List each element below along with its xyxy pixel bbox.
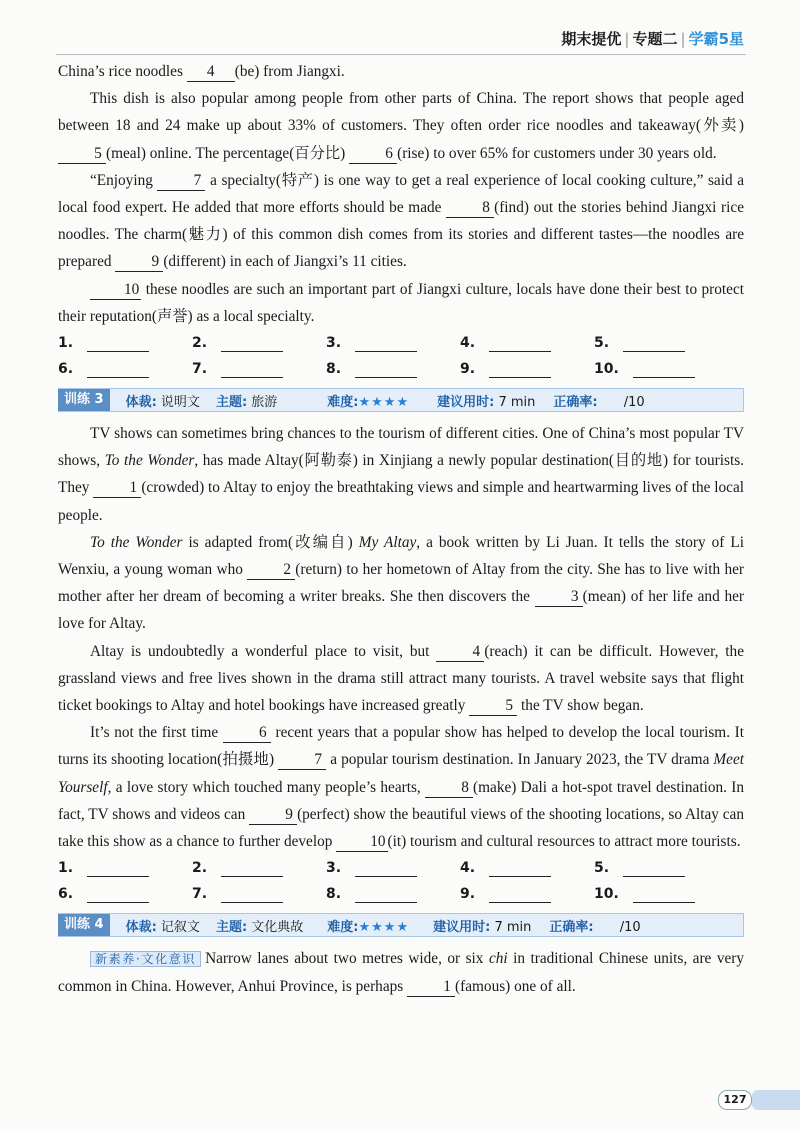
header-part2: 专题二 [632,30,678,48]
answer-line[interactable] [221,335,283,352]
blank[interactable]: 8 [425,779,473,798]
answer-label: 10. [594,886,619,903]
text: (different) in each of Jiangxi’s 11 cities. [163,253,407,271]
difficulty [327,391,409,410]
answer-label: 8. [326,886,342,903]
term-text: chi [488,950,508,968]
topic-value: 文化典故 [251,919,304,935]
answer-line[interactable] [489,860,551,877]
text: in traditional Chinese units, are very common in China. However, Anhui Province, is perhaps [58,950,744,996]
answer-cell [594,886,728,903]
passage-paragraph [58,420,744,529]
answer-line[interactable] [633,886,695,903]
answer-cell [326,361,460,378]
answer-cell [192,860,326,877]
passage-paragraph [58,945,744,1000]
literacy-badge: 新素养·文化意识 [90,951,201,967]
answer-line[interactable] [489,361,551,378]
answer-label: 4. [460,860,476,877]
blank[interactable]: 5 [58,145,106,164]
suggested-time [437,391,535,410]
text: (make) Dali a hot-spot travel destination. In fact, TV shows and videos can [58,778,744,823]
title-text: Meet Yourself [58,751,744,796]
text: , a love story which touched many people’s hearts, [107,778,426,796]
answer-line[interactable] [355,335,417,352]
answer-label: 6. [58,361,74,378]
answer-line[interactable] [623,860,685,877]
passage-paragraph [58,638,744,720]
header-part1: 期末提优 [561,30,622,48]
topic-label-text: 主题: [215,919,248,935]
answer-label: 3. [326,860,342,877]
answer-label: 2. [192,335,208,352]
passage-paragraph [58,85,744,167]
title-text: My Altay [358,533,417,551]
answer-line[interactable] [87,361,149,378]
exercise-info-bar [58,913,744,937]
answer-label: 4. [460,335,476,352]
text: recent years that a popular show has helped to develop the local tourism. It turns its shooting location(拍摄地) [58,724,744,769]
blank[interactable]: 4 [187,63,235,82]
topic-label-text: 主题: [215,394,248,410]
answer-cell [58,886,192,903]
blank[interactable]: 1 [93,479,141,498]
header-sep: | [680,30,686,48]
text: (crowded) to Altay to enjoy the breathtaking views and simple and heartwarming lives of the local people. [58,479,744,524]
blank[interactable]: 5 [469,697,517,716]
passage-paragraph [58,58,744,85]
answer-cell [460,335,594,352]
answer-cell [326,860,460,877]
page-number: 127 [718,1090,752,1110]
text: (find) out the stories behind Jiangxi rice noodles. The charm(魅力) of this common dish comes from its stories and different tastes—the noodles are prepared [58,199,744,271]
exercise-tag: 训练 3 [58,389,110,411]
answer-line[interactable] [87,886,149,903]
answer-cell [192,886,326,903]
genre-label [126,391,200,410]
accuracy [553,391,644,410]
answer-label: 8. [326,361,342,378]
answer-cell [58,860,192,877]
star-icon: ★★★★ [358,919,410,935]
exercise-info-bar [58,388,744,412]
difficulty-label: 难度: [327,919,359,935]
passage-paragraph [58,529,744,638]
time-value: 7 min [498,394,536,410]
answer-cell [460,361,594,378]
suggested-time [433,916,531,935]
genre-label-text: 体裁: [125,919,157,935]
text: a specialty(特产) is one way to get a real experience of local cooking culture,” said a local food expert. He added that more efforts should be made [58,171,745,217]
topic-label [216,916,303,935]
genre-label-text: 体裁: [125,394,157,410]
page-header [561,28,744,49]
blank[interactable]: 9 [249,806,297,825]
blank[interactable]: 10 [336,833,387,852]
page-content [58,58,744,1001]
genre-value: 说明文 [160,394,200,410]
text: (perfect) show the beautiful views of the shooting locations, so Altay can take this show as a chance to further develop [58,805,744,851]
exercise-tag: 训练 4 [58,914,110,936]
answer-cell [326,886,460,903]
text: is adapted from(改编自) [182,533,359,551]
answer-line[interactable] [489,886,551,903]
passage-paragraph [58,167,744,276]
text: (reach) it can be difficult. However, the grassland views and free lives shown in the drama still attract many tourists. A travel website says that flight ticket bookings to Altay and hotel bookings have increased greatly [58,642,744,715]
answer-cell [594,361,728,378]
answer-line[interactable] [87,860,149,877]
text: (it) tourism and cultural resources to attract more tourists. [387,833,741,851]
blank[interactable]: 1 [407,978,455,997]
answer-row [58,356,744,382]
answer-label: 2. [192,860,208,877]
answer-cell [460,860,594,877]
answer-label: 1. [58,860,74,877]
blank[interactable]: 6 [349,145,397,164]
text: (be) from Jiangxi. [234,63,345,80]
answer-label: 9. [460,361,476,378]
text: (meal) online. The percentage(百分比) [106,144,350,162]
text: the TV show began. [517,697,644,715]
blank[interactable]: 9 [115,253,163,272]
answer-line[interactable] [623,335,685,352]
answer-line[interactable] [221,361,283,378]
answer-line[interactable] [221,886,283,903]
accuracy [549,916,640,935]
answer-row [58,881,744,907]
accuracy-value: /10 [619,919,641,935]
accuracy-label: 正确率: [549,919,594,935]
answer-line[interactable] [221,860,283,877]
answer-row [58,330,744,356]
accuracy-value: /10 [623,394,645,410]
text: Narrow lanes about two metres wide, or six [205,950,489,968]
blank[interactable]: 6 [223,724,271,743]
text: (famous) one of all. [455,978,576,996]
answer-label: 6. [58,886,74,903]
blank[interactable]: 3 [535,588,583,607]
answer-label: 7. [192,361,208,378]
passage-paragraph [58,719,744,855]
time-value: 7 min [494,919,532,935]
star-icon: ★★★★ [358,394,410,410]
genre-label [126,916,200,935]
answer-line[interactable] [489,335,551,352]
text: Altay is undoubtedly a wonderful place to visit, but [90,642,437,660]
passage-paragraph [58,276,744,330]
answer-cell [594,335,728,352]
text: China’s rice noodles [58,63,187,80]
answer-line[interactable] [355,886,417,903]
answer-line[interactable] [355,860,417,877]
answer-cell [460,886,594,903]
answer-cell [594,860,728,877]
answer-row [58,855,744,881]
blank[interactable]: 4 [436,643,484,662]
text: It’s not the first time [90,724,223,742]
blank[interactable]: 10 [90,281,141,300]
text: (rise) to over 65% for customers under 30 years old. [397,144,717,162]
title-text: To the Wonder [104,452,195,470]
answer-label: 9. [460,886,476,903]
blank[interactable]: 2 [247,561,295,580]
answer-cell [58,361,192,378]
text: , has made Altay(阿勒泰) in Xinjiang a newly popular destination(目的地) for tourists. They [58,452,744,497]
text: TV shows can sometimes bring chances to the tourism of different cities. One of China’s most popular TV shows, [58,425,744,470]
answer-line[interactable] [355,361,417,378]
blank[interactable]: 8 [446,199,494,218]
text: these noodles are such an important part of Jiangxi culture, locals have done their best to protect their reputation(声誉) as a local specialty. [58,280,744,325]
accuracy-label: 正确率: [553,394,598,410]
time-label: 建议用时: [437,394,495,410]
answer-label: 10. [594,361,619,378]
blank[interactable]: 7 [278,751,326,770]
answer-cell [326,335,460,352]
blank[interactable]: 7 [157,172,205,191]
topic-label [216,391,277,410]
answer-label: 3. [326,335,342,352]
header-brand: 学霸5星 [688,30,744,48]
answer-label: 1. [58,335,74,352]
answer-cell [192,361,326,378]
text: , a book written by Li Juan. It tells the story of Li Wenxiu, a young woman who [58,533,744,579]
page-tab-decoration [752,1090,800,1110]
text: a popular tourism destination. In January 2023, the TV drama [326,751,714,769]
answer-label: 5. [594,860,610,877]
answer-line[interactable] [87,335,149,352]
text: (mean) of her life and her love for Altay. [58,588,744,633]
answer-cell [192,335,326,352]
header-sep: | [624,30,630,48]
answer-label: 7. [192,886,208,903]
title-text: To the Wonder [90,533,183,551]
genre-value: 记叙文 [160,919,200,935]
time-label: 建议用时: [433,919,491,935]
text: (return) to her hometown of Altay from the city. She has to live with her mother after her dream of becoming a writer breaks. She then discovers the [58,561,745,606]
answer-line[interactable] [633,361,695,378]
difficulty [327,916,409,935]
header-rule [56,54,746,55]
topic-value: 旅游 [251,394,278,410]
answer-cell [58,335,192,352]
answer-label: 5. [594,335,610,352]
text: This dish is also popular among people from other parts of China. The report shows that people aged between 18 and 24 make up about 33% of customers. They often order rice noodles and takeaway(外卖) [58,90,744,135]
difficulty-label: 难度: [327,394,359,410]
text: “Enjoying [90,171,158,189]
